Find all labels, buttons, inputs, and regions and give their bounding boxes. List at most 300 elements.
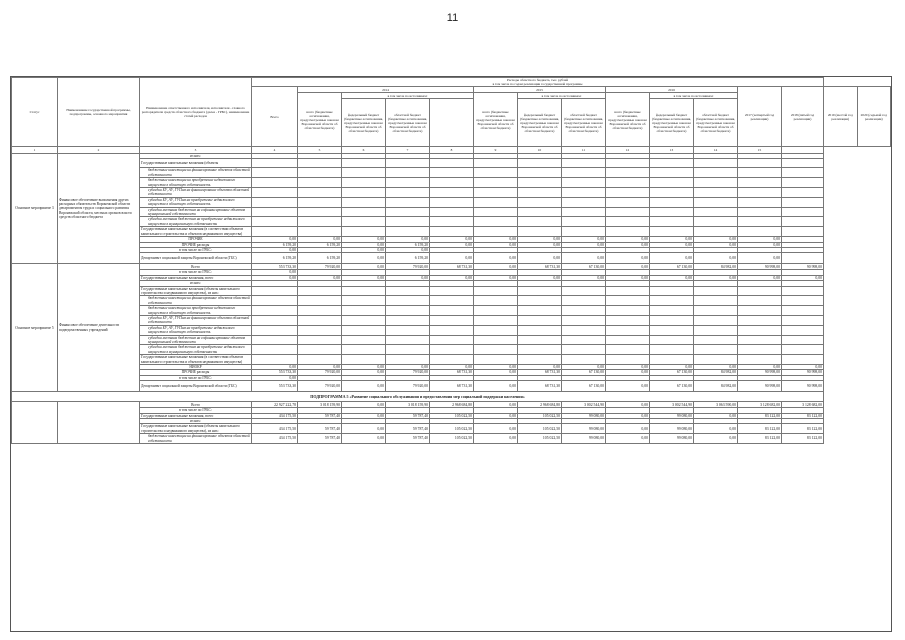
value-cell: [252, 217, 298, 227]
row-label: бюджетные инвестиции на финансирование объектов областной собственности: [140, 296, 252, 306]
value-cell: [518, 296, 562, 306]
value-cell: 553 733,30: [252, 381, 298, 392]
value-cell: 68 731,30: [430, 370, 474, 375]
value-cell: 0,00: [650, 275, 694, 280]
value-cell: [342, 227, 386, 237]
value-cell: 79 920,00: [298, 264, 342, 270]
value-cell: 0,00: [738, 275, 782, 280]
value-cell: [650, 207, 694, 217]
value-cell: 0,00: [606, 242, 650, 247]
value-cell: [474, 306, 518, 316]
value-cell: [430, 345, 474, 355]
value-cell: 0,00: [606, 413, 650, 418]
header-2019: 2019 (шестой год реализации): [824, 87, 857, 147]
value-cell: 0,00: [606, 253, 650, 264]
value-cell: [606, 335, 650, 345]
value-cell: 105 022,50: [518, 413, 562, 418]
row-label: субсидии БУ, АУ, ГУПам на приобретение недвижимого имущества в областную собственность: [140, 197, 252, 207]
value-cell: [430, 227, 474, 237]
value-cell: [738, 188, 782, 198]
value-cell: 79 920,00: [298, 370, 342, 375]
value-cell: 0,00: [474, 424, 518, 434]
value-cell: [386, 345, 430, 355]
value-cell: 0,00: [694, 424, 738, 434]
value-cell: [694, 306, 738, 316]
column-number-cell: 13: [650, 147, 694, 154]
value-cell: [738, 355, 782, 365]
value-cell: [694, 335, 738, 345]
value-cell: [782, 335, 824, 345]
value-cell: [252, 355, 298, 365]
value-cell: 0,00: [694, 365, 738, 370]
value-cell: 0,00: [606, 402, 650, 408]
column-number-cell: 3: [140, 147, 252, 154]
value-cell: [298, 325, 342, 335]
value-cell: 22 927 222,78: [252, 402, 298, 408]
value-cell: [386, 207, 430, 217]
value-cell: [386, 296, 430, 306]
row-label: из них:: [140, 419, 252, 424]
value-cell: [298, 207, 342, 217]
column-number-cell: 7: [386, 147, 430, 154]
value-cell: [782, 315, 824, 325]
value-cell: [606, 188, 650, 198]
value-cell: 434 175,50: [252, 424, 298, 434]
value-cell: [562, 355, 606, 365]
value-cell: [694, 207, 738, 217]
value-cell: 0,00: [694, 237, 738, 242]
value-cell: [252, 345, 298, 355]
value-cell: 83 122,00: [782, 424, 824, 434]
value-cell: [650, 286, 694, 296]
value-cell: [562, 296, 606, 306]
row-label: ПРОЧИЕ расходы: [140, 242, 252, 247]
header-2014-regional: областной бюджет (бюджетные ассигнования, предусмотренные законом Воронежской области об областном бюджете): [386, 99, 430, 147]
value-cell: 83 122,00: [738, 424, 782, 434]
value-cell: 0,00: [430, 275, 474, 280]
column-number-cell: 6: [342, 147, 386, 154]
value-cell: 3 128 682,00: [782, 402, 824, 408]
value-cell: 67 130,00: [562, 370, 606, 375]
value-cell: [518, 335, 562, 345]
header-2016-sources: в том числе по источникам:: [650, 93, 738, 99]
value-cell: [650, 217, 694, 227]
block1-dept-row: [12, 253, 891, 264]
value-cell: 84 982,00: [694, 381, 738, 392]
value-cell: [298, 159, 342, 168]
table-header: [12, 78, 891, 154]
value-cell: [782, 306, 824, 316]
value-cell: 0,00: [252, 275, 298, 280]
value-cell: 0,00: [342, 247, 386, 252]
value-cell: [518, 197, 562, 207]
value-cell: [474, 197, 518, 207]
block3-program: [58, 402, 140, 444]
value-cell: 105 022,50: [518, 434, 562, 444]
value-cell: 59 787,40: [298, 413, 342, 418]
value-cell: [298, 217, 342, 227]
value-cell: 0,00: [386, 365, 430, 370]
value-cell: 59 787,40: [298, 434, 342, 444]
value-cell: 0,00: [342, 242, 386, 247]
header-2014-federal: федеральный бюджет (бюджетные ассигнования, предусмотренные законом Воронежской области об областном бюджете): [342, 99, 386, 147]
value-cell: 0,00: [562, 242, 606, 247]
value-cell: [606, 306, 650, 316]
value-cell: [562, 207, 606, 217]
value-cell: [298, 227, 342, 237]
value-cell: [298, 345, 342, 355]
row-label: субсидии местным бюджетам на софинансирование объектов муниципальной собственности: [140, 207, 252, 217]
value-cell: [252, 296, 298, 306]
value-cell: 0,00: [650, 365, 694, 370]
block1-row: [12, 188, 891, 198]
value-cell: [430, 315, 474, 325]
value-cell: 6 159,20: [386, 253, 430, 264]
value-cell: [386, 306, 430, 316]
row-label: Всего: [140, 264, 252, 270]
block2-dept-row: [12, 381, 891, 392]
value-cell: [606, 168, 650, 178]
row-label: Государственные капитальные вложения (объекты: [140, 159, 252, 168]
value-cell: [386, 355, 430, 365]
value-cell: [562, 306, 606, 316]
row-label: Государственные капитальные вложения (объекты капитального строительства и недвижимого имущества), из них:: [140, 424, 252, 434]
header-2020: 2020 (седьмой год реализации): [857, 87, 890, 147]
value-cell: [650, 197, 694, 207]
value-cell: [738, 168, 782, 178]
row-label: Всего: [140, 402, 252, 408]
value-cell: [606, 315, 650, 325]
value-cell: 0,00: [430, 242, 474, 247]
value-cell: [694, 325, 738, 335]
value-cell: 0,00: [782, 275, 824, 280]
value-cell: [606, 227, 650, 237]
value-cell: 0,00: [518, 237, 562, 242]
row-label: ПРОЧИЕ расходы: [140, 370, 252, 375]
value-cell: 99 080,00: [650, 424, 694, 434]
value-cell: [606, 296, 650, 306]
value-cell: 0,00: [606, 275, 650, 280]
value-cell: [782, 178, 824, 188]
value-cell: [694, 227, 738, 237]
value-cell: [298, 355, 342, 365]
value-cell: [252, 306, 298, 316]
value-cell: [474, 168, 518, 178]
value-cell: 0,00: [342, 237, 386, 242]
value-cell: [650, 296, 694, 306]
value-cell: [738, 159, 782, 168]
value-cell: 0,00: [562, 275, 606, 280]
value-cell: 99 080,00: [650, 413, 694, 418]
value-cell: 84 982,00: [694, 264, 738, 270]
block1-row: [12, 227, 891, 237]
value-cell: [342, 286, 386, 296]
value-cell: 0,00: [342, 264, 386, 270]
value-cell: 90 998,00: [782, 370, 824, 375]
value-cell: 0,00: [606, 424, 650, 434]
value-cell: [738, 296, 782, 306]
value-cell: [252, 286, 298, 296]
value-cell: [474, 188, 518, 198]
value-cell: 90 998,00: [738, 264, 782, 270]
value-cell: [606, 355, 650, 365]
value-cell: 99 080,00: [650, 434, 694, 444]
value-cell: 90 998,00: [782, 264, 824, 270]
header-2014-total: всего (бюджетные ассигнования, предусмотренные законом Воронежской области об областном бюджете): [298, 93, 342, 147]
value-cell: [430, 355, 474, 365]
value-cell: 79 920,00: [386, 264, 430, 270]
block2-row: [12, 296, 891, 306]
value-cell: [430, 296, 474, 306]
value-cell: 0,00: [518, 275, 562, 280]
value-cell: 0,00: [342, 275, 386, 280]
value-cell: 6 159,20: [298, 242, 342, 247]
value-cell: [518, 188, 562, 198]
value-cell: [386, 197, 430, 207]
value-cell: 0,00: [474, 264, 518, 270]
row-label: Государственные капитальные вложения (в соответствии объектов капитального строительства и объектов недвижимого имущества): [140, 355, 252, 365]
value-cell: [694, 355, 738, 365]
value-cell: [650, 178, 694, 188]
value-cell: 0,00: [518, 365, 562, 370]
value-cell: [252, 315, 298, 325]
value-cell: [562, 188, 606, 198]
header-top-caption: Расходы областного бюджета, тыс. рублей в том числе по годам реализации государственной программы: [252, 78, 824, 87]
value-cell: [474, 286, 518, 296]
value-cell: 6 159,20: [252, 253, 298, 264]
value-cell: 83 122,00: [782, 413, 824, 418]
value-cell: [782, 355, 824, 365]
value-cell: 0,00: [694, 413, 738, 418]
value-cell: 79 920,00: [298, 381, 342, 392]
value-cell: 6 159,20: [298, 253, 342, 264]
value-cell: 0,00: [606, 365, 650, 370]
value-cell: [518, 306, 562, 316]
value-cell: [342, 197, 386, 207]
value-cell: 0,00: [738, 253, 782, 264]
value-cell: [782, 217, 824, 227]
value-cell: [650, 325, 694, 335]
value-cell: [342, 325, 386, 335]
value-cell: [650, 345, 694, 355]
value-cell: [518, 286, 562, 296]
value-cell: [430, 168, 474, 178]
value-cell: 0,00: [650, 242, 694, 247]
value-cell: 0,00: [474, 242, 518, 247]
value-cell: [474, 178, 518, 188]
value-cell: 90 998,00: [738, 370, 782, 375]
value-cell: 0,00: [474, 413, 518, 418]
value-cell: 0,00: [738, 242, 782, 247]
value-cell: [782, 325, 824, 335]
value-cell: 0,00: [386, 247, 430, 252]
row-label: Государственные капитальные вложения (в соответствии объектов капитального строительства и объектов недвижимого имущества): [140, 227, 252, 237]
value-cell: 3 002 544,90: [650, 402, 694, 408]
value-cell: [562, 345, 606, 355]
value-cell: [342, 159, 386, 168]
row-label: НИОКР: [140, 365, 252, 370]
value-cell: [518, 325, 562, 335]
value-cell: [562, 315, 606, 325]
value-cell: [386, 335, 430, 345]
value-cell: [386, 178, 430, 188]
value-cell: [474, 315, 518, 325]
value-cell: [386, 188, 430, 198]
value-cell: 0,00: [606, 370, 650, 375]
block1-row: [12, 197, 891, 207]
value-cell: [474, 207, 518, 217]
block2-row: [12, 335, 891, 345]
value-cell: 67 130,00: [562, 381, 606, 392]
value-cell: [342, 168, 386, 178]
value-cell: [738, 217, 782, 227]
column-number-cell: 10: [518, 147, 562, 154]
value-cell: 59 787,40: [298, 424, 342, 434]
value-cell: [474, 335, 518, 345]
value-cell: [606, 286, 650, 296]
value-cell: [252, 335, 298, 345]
value-cell: [342, 188, 386, 198]
value-cell: [782, 253, 824, 264]
value-cell: 2 968 684,80: [430, 402, 474, 408]
header-2016-total: всего (бюджетные ассигнования, предусмотренные законом Воронежской области об областном бюджете): [606, 93, 650, 147]
row-label: Департамент социальной защиты Воронежской области (ГБС): [140, 381, 252, 392]
value-cell: 0,00: [298, 365, 342, 370]
value-cell: [386, 227, 430, 237]
value-cell: 105 022,50: [430, 424, 474, 434]
value-cell: [562, 286, 606, 296]
value-cell: [782, 197, 824, 207]
budget-table-frame: [10, 76, 892, 632]
value-cell: [694, 296, 738, 306]
value-cell: [430, 207, 474, 217]
value-cell: 0,00: [430, 237, 474, 242]
value-cell: 434 175,50: [252, 413, 298, 418]
value-cell: [694, 168, 738, 178]
value-cell: [694, 345, 738, 355]
row-label: субсидии местным бюджетам на приобретение недвижимого имущества в муниципальную собственность: [140, 217, 252, 227]
block1-row: [12, 178, 891, 188]
value-cell: [474, 325, 518, 335]
value-cell: [782, 227, 824, 237]
value-cell: [430, 197, 474, 207]
value-cell: 0,00: [252, 237, 298, 242]
value-cell: [518, 168, 562, 178]
value-cell: [298, 315, 342, 325]
value-cell: 0,00: [342, 424, 386, 434]
value-cell: [562, 168, 606, 178]
value-cell: [298, 335, 342, 345]
value-cell: 67 130,00: [562, 264, 606, 270]
value-cell: 6 159,20: [386, 242, 430, 247]
block3-investment-row: [12, 434, 891, 444]
value-cell: 0,00: [386, 237, 430, 242]
column-number-cell: 4: [252, 147, 298, 154]
value-cell: 0,00: [474, 237, 518, 242]
value-cell: [342, 178, 386, 188]
value-cell: 553 733,30: [252, 264, 298, 270]
value-cell: [342, 207, 386, 217]
value-cell: 83 122,00: [738, 413, 782, 418]
value-cell: 3 018 159,90: [386, 402, 430, 408]
value-cell: [650, 188, 694, 198]
row-label: в том числе по ГРБС:: [140, 408, 252, 413]
value-cell: 59 787,40: [386, 434, 430, 444]
value-cell: 0,00: [298, 237, 342, 242]
header-year-2014: 2014: [298, 87, 474, 93]
header-status: Статус: [12, 78, 58, 147]
value-cell: 0,00: [342, 253, 386, 264]
value-cell: [298, 286, 342, 296]
value-cell: 0,00: [252, 375, 298, 380]
block2-row: [12, 355, 891, 365]
column-number-cell: [782, 147, 824, 154]
column-number-cell: 5: [298, 147, 342, 154]
value-cell: 0,00: [606, 381, 650, 392]
block2-row: [12, 315, 891, 325]
column-number-cell: 15: [738, 147, 782, 154]
value-cell: 0,00: [606, 237, 650, 242]
value-cell: [298, 178, 342, 188]
value-cell: [694, 217, 738, 227]
value-cell: 59 787,40: [386, 413, 430, 418]
value-cell: [252, 197, 298, 207]
value-cell: [386, 217, 430, 227]
value-cell: 0,00: [474, 402, 518, 408]
value-cell: 0,00: [430, 253, 474, 264]
value-cell: 553 733,30: [252, 370, 298, 375]
value-cell: [650, 335, 694, 345]
value-cell: [474, 355, 518, 365]
value-cell: 0,00: [562, 365, 606, 370]
value-cell: [518, 345, 562, 355]
value-cell: [474, 345, 518, 355]
value-cell: [518, 315, 562, 325]
header-2018: 2018 (пятый год реализации): [782, 87, 824, 147]
value-cell: 79 920,00: [386, 381, 430, 392]
block1-row: [12, 168, 891, 178]
row-label: Департамент социальной защиты Воронежской области (ГБС): [140, 253, 252, 264]
value-cell: [298, 168, 342, 178]
header-2014-blank: [430, 99, 474, 147]
value-cell: 99 080,00: [562, 424, 606, 434]
value-cell: 68 731,30: [518, 370, 562, 375]
value-cell: [562, 217, 606, 227]
value-cell: [430, 306, 474, 316]
value-cell: [342, 296, 386, 306]
row-label: бюджетные инвестиции на финансирование объектов областной собственности: [140, 434, 252, 444]
value-cell: 105 022,50: [518, 424, 562, 434]
value-cell: [474, 227, 518, 237]
value-cell: [474, 159, 518, 168]
budget-table: [11, 77, 891, 444]
header-2016-regional: областной бюджет (бюджетные ассигнования, предусмотренные законом Воронежской области об областном бюджете): [694, 99, 738, 147]
table-body: [12, 154, 891, 444]
value-cell: [562, 227, 606, 237]
value-cell: [606, 217, 650, 227]
column-numbers-row: [12, 147, 891, 154]
value-cell: [474, 217, 518, 227]
value-cell: 0,00: [386, 275, 430, 280]
page-number: 11: [446, 12, 459, 24]
value-cell: [298, 188, 342, 198]
value-cell: [298, 306, 342, 316]
value-cell: 0,00: [342, 370, 386, 375]
header-program: Наименование государственной программы, подпрограммы, основного мероприятия: [58, 78, 140, 147]
value-cell: [474, 296, 518, 306]
value-cell: [694, 197, 738, 207]
value-cell: [386, 168, 430, 178]
